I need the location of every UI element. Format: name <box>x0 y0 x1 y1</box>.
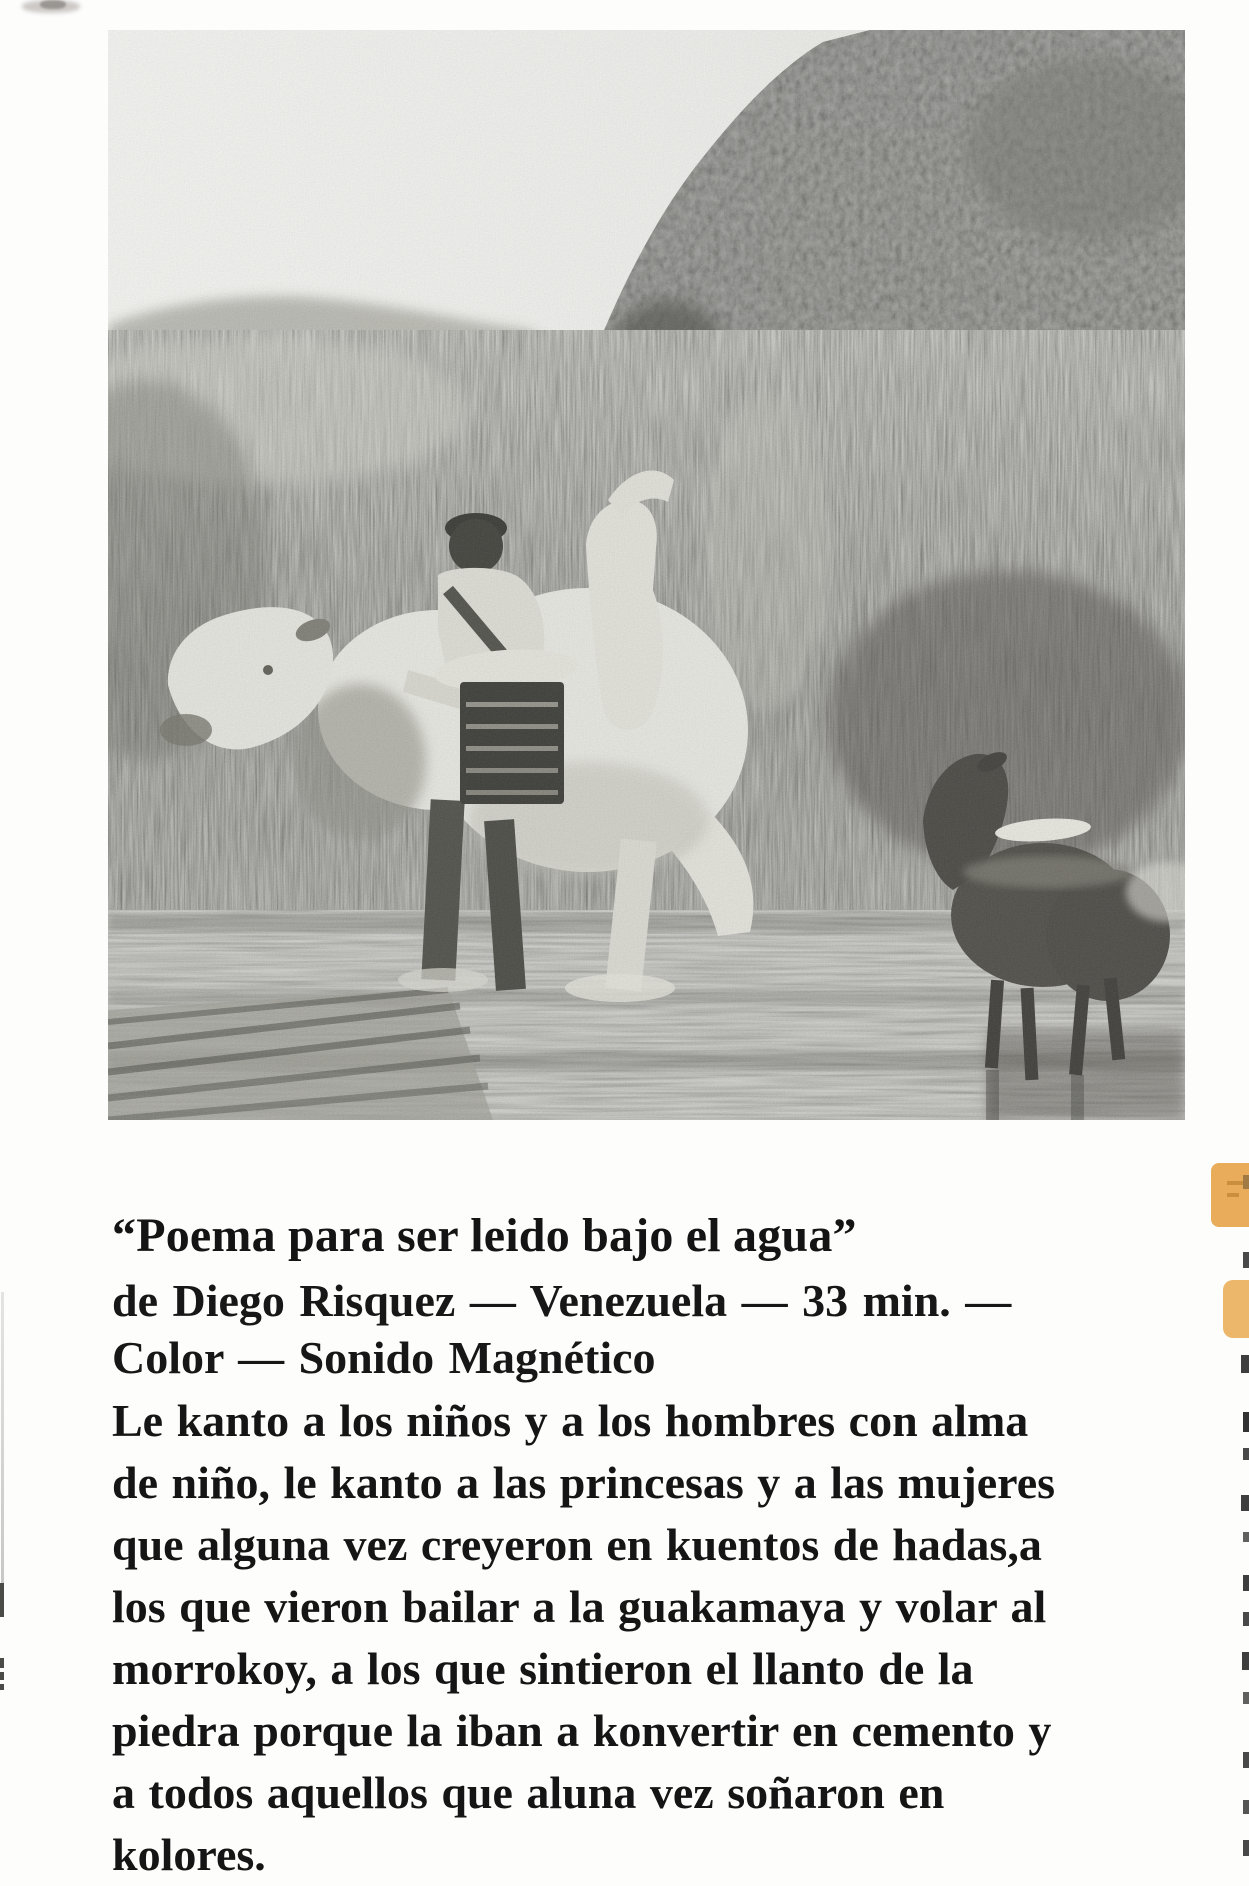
film-still-graphic <box>108 30 1185 1120</box>
synopsis-line: kolores. <box>112 1829 266 1880</box>
scan-left-edge-mark <box>0 1583 4 1617</box>
film-synopsis <box>112 1390 1182 1886</box>
synopsis-line: Le kanto a los niños y a los hombres con alma <box>112 1395 1029 1446</box>
film-credits <box>112 1272 1182 1386</box>
edge-print-fragment <box>1243 1532 1249 1542</box>
edge-print-fragment <box>1243 1752 1249 1768</box>
sticky-tab-mark <box>1227 1193 1239 1197</box>
scan-left-edge-line <box>1 1292 4 1592</box>
edge-print-fragment <box>1243 1692 1249 1704</box>
photo-grain-overlay <box>108 30 1185 1120</box>
edge-print-fragment <box>1243 1800 1249 1814</box>
edge-print-fragment <box>1243 1575 1249 1591</box>
sticky-tab-1 <box>1211 1163 1249 1227</box>
synopsis-line: morrokoy, a los que sintieron el llanto de la <box>112 1643 974 1694</box>
scan-left-edge-mark <box>0 1672 4 1680</box>
film-title: “Poema para ser leido bajo el agua” <box>112 1209 857 1263</box>
synopsis-line: los que vieron bailar a la guakamaya y volar al <box>112 1581 1047 1632</box>
film-credits-line2: Color — Sonido Magnético <box>112 1332 656 1383</box>
sticky-tab-mark <box>1227 1181 1243 1185</box>
scan-left-edge-mark <box>0 1658 4 1668</box>
synopsis-line: a todos aquellos que aluna vez soñaron en <box>112 1767 945 1818</box>
synopsis-line: piedra porque la iban a konvertir en cemento y <box>112 1705 1052 1756</box>
edge-print-fragment <box>1241 1495 1249 1511</box>
film-still-photo <box>108 30 1185 1120</box>
edge-print-fragment <box>1241 1355 1249 1373</box>
edge-print-fragment <box>1242 1652 1249 1670</box>
synopsis-line: de niño, le kanto a las princesas y a las mujeres <box>112 1457 1056 1508</box>
film-credits-line1: de Diego Risquez — Venezuela — 33 min. — <box>112 1275 1012 1326</box>
edge-print-fragment <box>1243 1252 1249 1268</box>
edge-print-fragment <box>1243 1175 1249 1189</box>
edge-print-fragment <box>1243 1612 1249 1626</box>
scan-smudge-core <box>40 0 66 9</box>
edge-print-fragment <box>1243 1412 1249 1432</box>
sticky-tab-2 <box>1223 1280 1249 1338</box>
edge-print-fragment <box>1243 1840 1249 1856</box>
edge-print-fragment <box>1243 1448 1249 1460</box>
synopsis-line: que alguna vez creyeron en kuentos de hadas,a <box>112 1519 1042 1570</box>
scan-left-edge-mark <box>0 1684 4 1690</box>
